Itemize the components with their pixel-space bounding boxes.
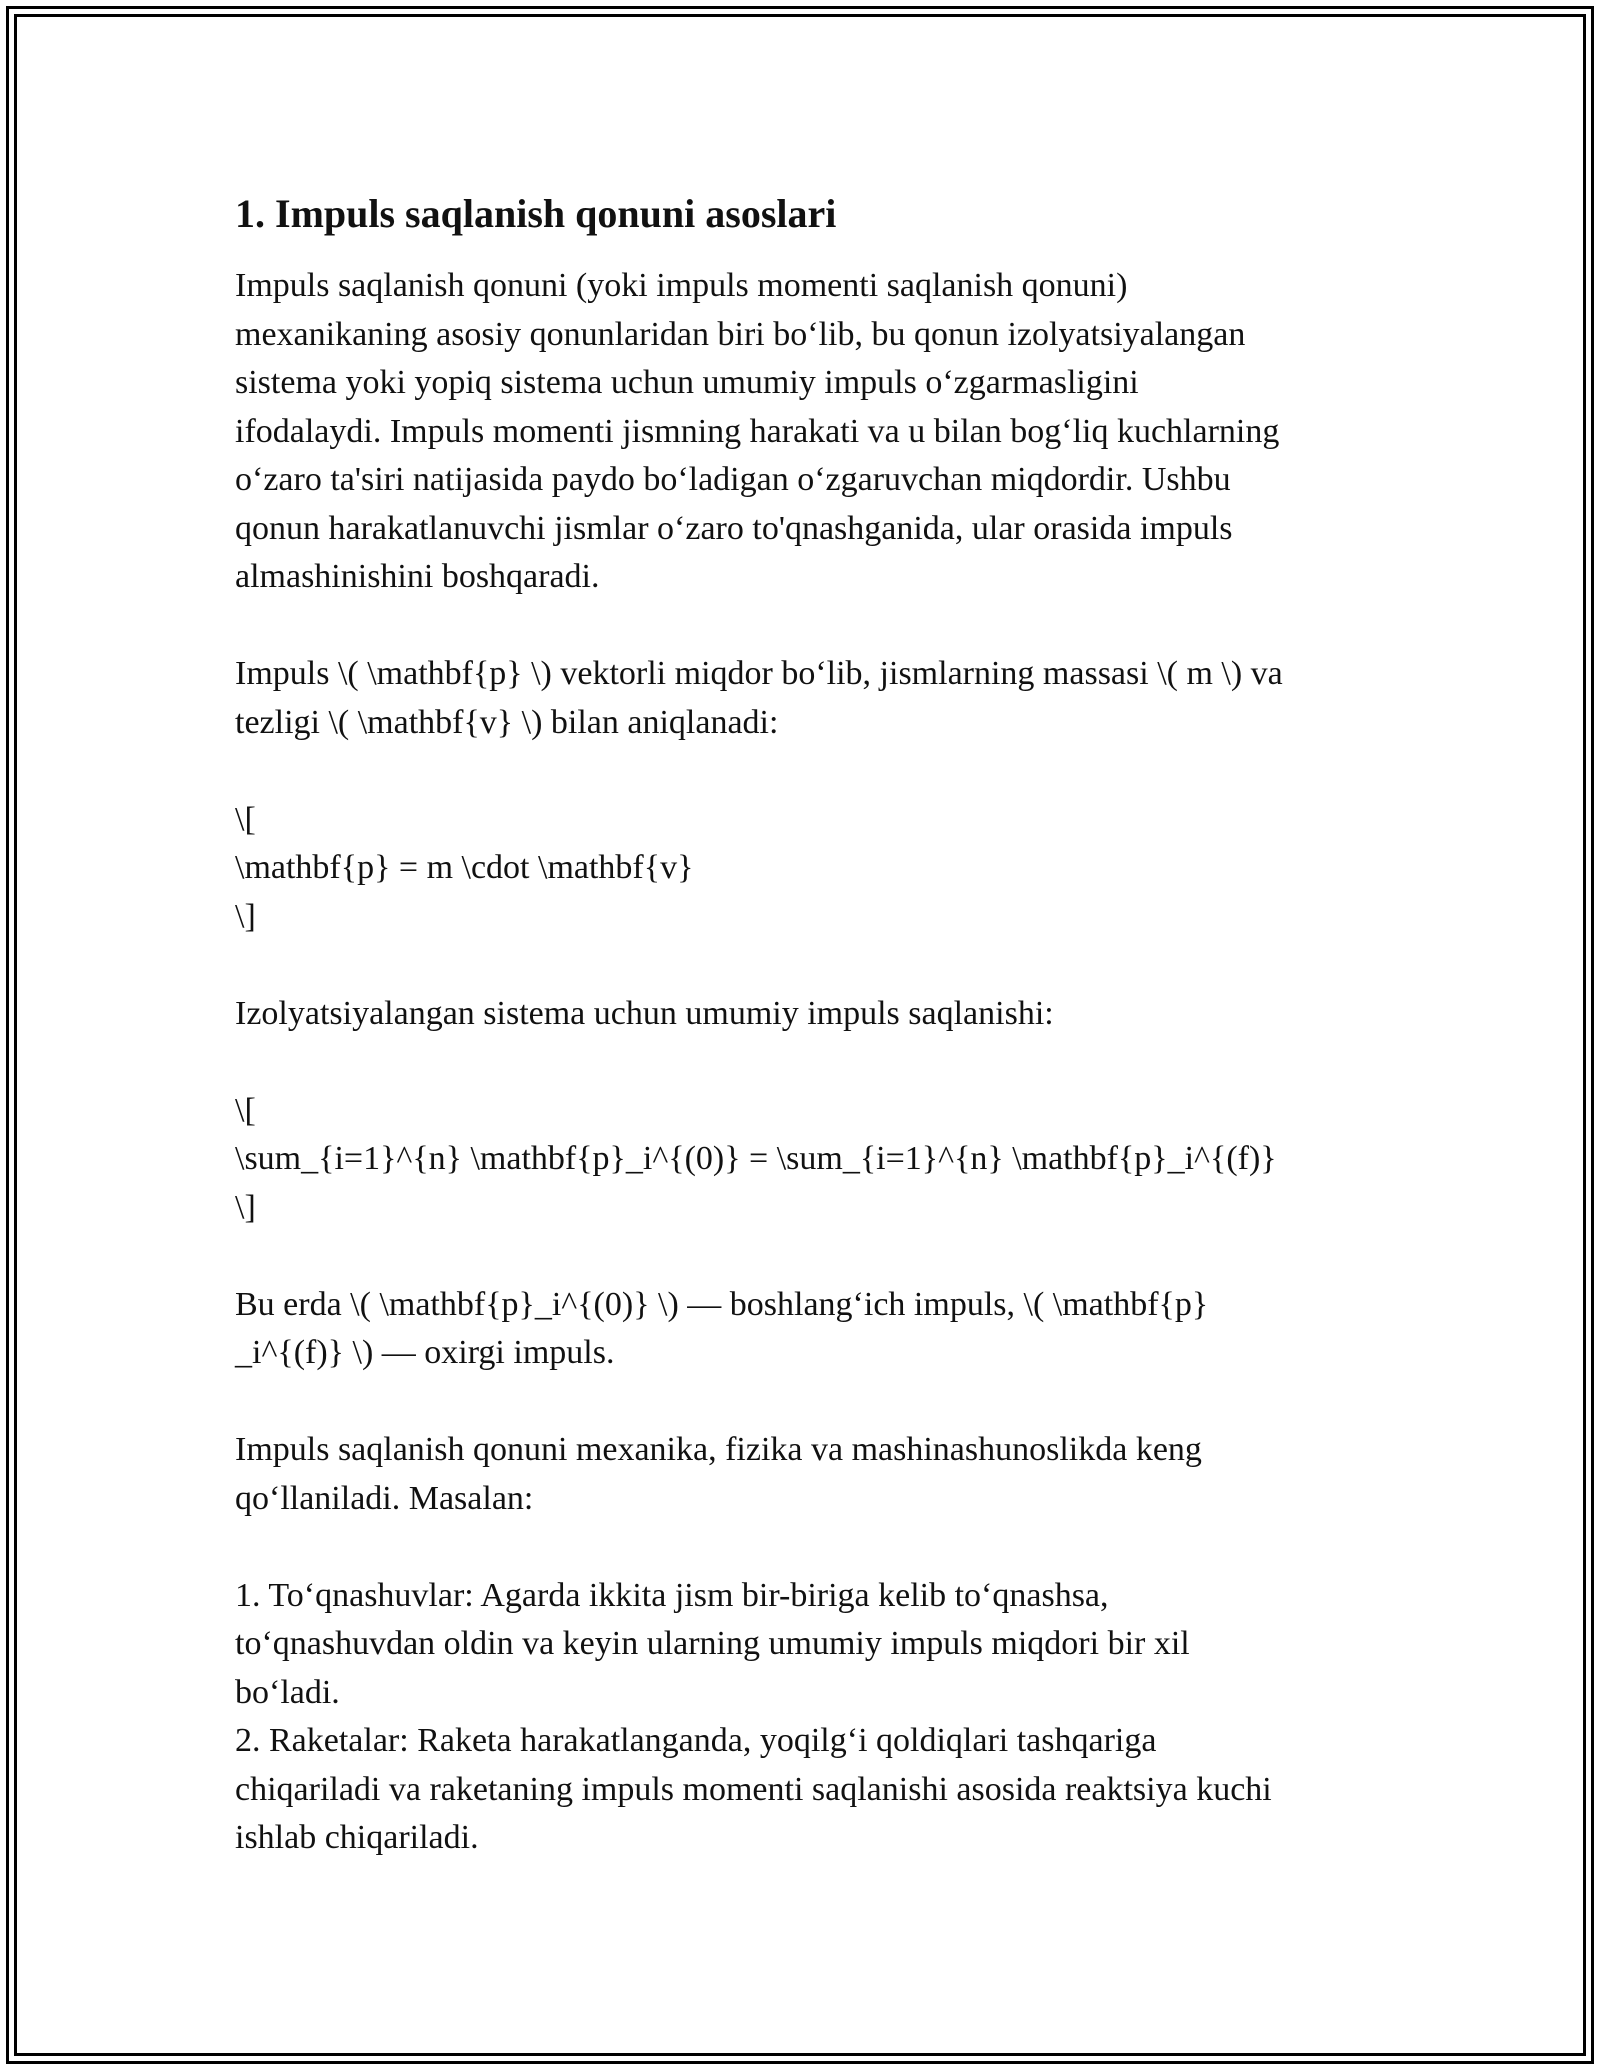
paragraph-intro — [235, 262, 1370, 602]
text-line: qonun harakatlanuvchi jismlar o‘zaro to'qnashganida, ular orasida impuls — [235, 509, 1233, 547]
formula-line: \sum_{i=1}^{n} \mathbf{p}_i^{(0)} = \sum_{i=1}^{n} \mathbf{p}_i^{(f)} — [235, 1140, 1277, 1177]
paragraph-conservation — [235, 990, 1370, 1039]
text-line: ifodalaydi. Impuls momenti jismning harakati va u bilan bog‘liq kuchlarning — [235, 412, 1280, 450]
formula-line: \mathbf{p} = m \cdot \mathbf{v} — [235, 849, 694, 886]
section-heading: 1. Impuls saqlanish qonuni asoslari — [235, 191, 837, 236]
text-line: mexanikaning asosiy qonunlaridan biri bo‘lib, bu qonun izolyatsiyalangan — [235, 315, 1246, 353]
text-line: Bu erda \( \mathbf{p}_i^{(0)} \) — boshlang‘ich impuls, \( \mathbf{p} — [235, 1285, 1209, 1323]
formula-line: \] — [235, 1188, 256, 1226]
text-line: o‘zaro ta'siri natijasida paydo bo‘ladigan o‘zgaruvchan miqdordir. Ushbu — [235, 461, 1231, 498]
text-line: qo‘llaniladi. Masalan: — [235, 1479, 534, 1517]
list-item-line: 2. Raketalar: Raketa harakatlanganda, yoqilg‘i qoldiqlari tashqariga — [235, 1722, 1157, 1759]
formula-line: \[ — [235, 1091, 256, 1129]
list-item-line: 1. To‘qnashuvlar: Agarda ikkita jism bir-biriga kelib to‘qnashsa, — [235, 1576, 1109, 1614]
paragraph-definition — [235, 650, 1370, 747]
list-item-line: ishlab chiqariladi. — [235, 1819, 479, 1856]
formula-line: \[ — [235, 800, 256, 838]
text-line: sistema yoki yopiq sistema uchun umumiy impuls o‘zgarmasligini — [235, 364, 1139, 401]
text-line: _i^{(f)} \) — oxirgi impuls. — [235, 1334, 615, 1371]
list-examples — [235, 1572, 1370, 1863]
text-line: Izolyatsiyalangan sistema uchun umumiy impuls saqlanishi: — [235, 994, 1054, 1032]
text-line: almashinishini boshqaradi. — [235, 558, 600, 595]
paragraph-applications — [235, 1426, 1370, 1523]
list-item-line: to‘qnashuvdan oldin va keyin ularning umumiy impuls miqdori bir xil — [235, 1625, 1190, 1662]
text-line: Impuls \( \mathbf{p} \) vektorli miqdor bo‘lib, jismlarning massasi \( m \) va — [235, 655, 1283, 692]
text-line: Impuls saqlanish qonuni mexanika, fizika va mashinashunoslikda keng — [235, 1431, 1202, 1468]
list-item-line: bo‘ladi. — [235, 1673, 340, 1711]
list-item-line: chiqariladi va raketaning impuls momenti saqlanishi asosida reaktsiya kuchi — [235, 1770, 1272, 1808]
text-line: Impuls saqlanish qonuni (yoki impuls momenti saqlanish qonuni) — [235, 267, 1128, 304]
paragraph-where — [235, 1281, 1370, 1378]
text-line: tezligi \( \mathbf{v} \) bilan aniqlanadi: — [235, 703, 779, 741]
formula-momentum — [235, 796, 1370, 942]
formula-conservation — [235, 1087, 1370, 1233]
formula-line: \] — [235, 897, 256, 935]
document-body — [235, 188, 1370, 1863]
